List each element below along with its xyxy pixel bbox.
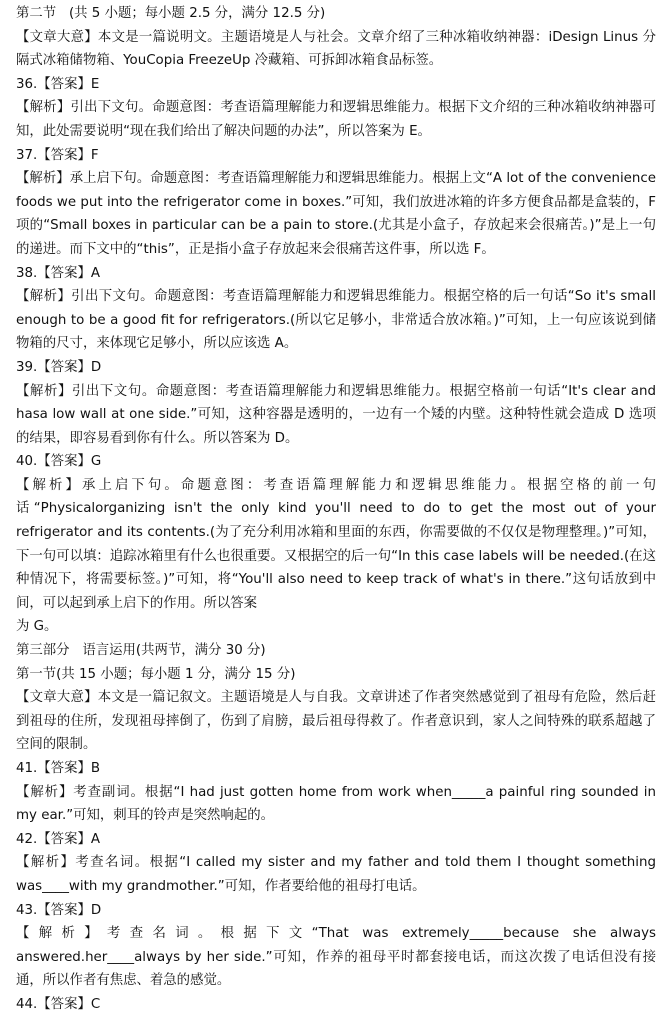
answer-37: 37.【答案】F	[16, 147, 99, 163]
article-summary-2: 【文章大意】本文是一篇记叙文。主题语境是人与自我。文章讲述了作者突然感觉到了祖母有危险，然后赶到祖母的住所，发现祖母摔倒了，伤到了肩膀，最后祖母得救了。作者意识到，家人之间特殊的联系超越了空间的限制。	[16, 690, 656, 753]
analysis-39: 【解析】引出下文句。命题意图：考查语篇理解能力和逻辑思维能力。根据空格前一句话“It's clear and hasa low wall at one side.”可知，这种容器是透明的，一边有一个矮的内壁。这种特性就会造成 D 选项的结果，即容易看到你有什么。所以答案为 D。	[16, 383, 656, 446]
answer-41: 41.【答案】B	[16, 761, 101, 776]
analysis-40: 【解析】承上启下句。命题意图：考查语篇理解能力和逻辑思维能力。根据空格的前一句话“Physicalorganizing isn't the only kind you'll need to do to get the most out of your refrigerator and its contents.(为了充分利用冰箱和里面的东西，你需要做的不仅仅是物理整理。)”可知，下一句可以填：追踪冰箱里有什么也很重要。又根据空的后一句“In this case labels will be needed.(在这种情况下，将需要标签。)”可知，将“You'll also need to keep track of what's in there.”这句话放到中间，可以起到承上启下的作用。所以答案	[16, 477, 656, 611]
section-heading: 第二节 (共 5 小题；每小题 2.5 分，满分 12.5 分)	[16, 6, 326, 21]
answer-39: 39.【答案】D	[16, 359, 102, 375]
analysis-41: 【解析】考查副词。根据“I had just gotten home from work when_____a painful ring sounded in my ear.”可知，刺耳的铃声是突然响起的。	[16, 784, 656, 824]
analysis-43: 【解析】考查名词。根据下文“That was extremely_____because she always answered.her____always by her side.”可知，作养的祖母平时都套接电话，而这次拨了电话但没有接通，所以作者有焦虑、着急的感觉。	[16, 926, 656, 989]
answer-36: 36.【答案】E	[16, 76, 100, 92]
answer-38: 38.【答案】A	[16, 265, 101, 281]
article-summary: 【文章大意】本文是一篇说明文。主题语境是人与社会。文章介绍了三种冰箱收纳神器：iDesign Linus 分隔式冰箱储物箱、YouCopia FreezeUp 冷藏箱、可拆卸冰箱食品标签。	[16, 29, 656, 69]
analysis-36: 【解析】引出下文句。命题意图：考查语篇理解能力和逻辑思维能力。根据下文介绍的三种冰箱收纳神器可知，此处需要说明“现在我们给出了解决问题的办法”，所以答案为 E。	[16, 100, 656, 139]
analysis-38: 【解析】引出下文句。命题意图：考查语篇理解能力和逻辑思维能力。根据空格的后一句话“So it's small enough to be a good fit for refrigerators.(所以它足够小，非常适合放冰箱。)”可知，上一句应该说到储物箱的尺寸，来体现它足够小，所以应该选 A。	[16, 289, 656, 352]
analysis-42: 【解析】考查名词。根据“I called my sister and my father and told them I thought something was____with my grandmother.”可知，作者要给他的祖母打电话。	[16, 855, 656, 894]
part-heading: 第三部分 语言运用(共两节，满分 30 分)	[16, 643, 266, 659]
answer-42: 42.【答案】A	[16, 831, 101, 847]
sub-section-heading: 第一节(共 15 小题；每小题 1 分，满分 15 分)	[16, 666, 296, 682]
answer-40: 40.【答案】G	[16, 454, 102, 470]
analysis-40-tail: 为 G。	[16, 619, 58, 635]
analysis-37: 【解析】承上启下句。命题意图：考查语篇理解能力和逻辑思维能力。根据上文“A lot of the convenience foods we put into the refrigerator come in boxes.”可知，我们放进冰箱的许多方便食品都是盒装的，F 项的“Small boxes in particular can be a pain to store.(尤其是小盒子，存放起来会很痛苦。)”是上一句的递进。而下文中的“this”，正是指小盒子存放起来会很痛苦这件事，所以选 F。	[16, 171, 656, 257]
answer-44: 44.【答案】C	[16, 996, 101, 1012]
answer-43: 43.【答案】D	[16, 902, 102, 918]
